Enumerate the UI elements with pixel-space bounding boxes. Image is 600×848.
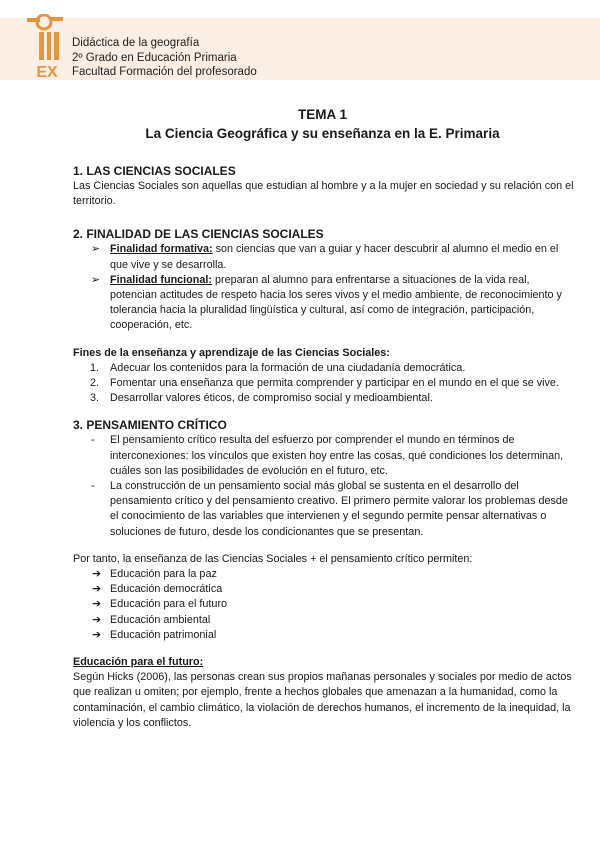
svg-text:EX: EX [36, 64, 58, 81]
header-course: Didáctica de la geografía [72, 37, 200, 49]
document-body [73, 164, 578, 731]
purpose-text: preparan al alumno para enfrentarse a situaciones de la vida real, potencian actitudes de respeto hacia los seres vivos y el medio ambiente, de reconocimiento y tolerancia hacia la pluralidad lingüística y cultural, así como de integración, participación, cooperación, etc. [110, 273, 562, 332]
arrow-right-icon: ➔ [92, 598, 102, 611]
goals-heading: Fines de la enseñanza y aprendizaje de las Ciencias Sociales: [73, 346, 390, 359]
list-item [73, 391, 578, 406]
list-item [73, 567, 578, 582]
future-education-heading: Educación para el futuro: [73, 656, 204, 669]
header-faculty: Facultad Formación del profesorado [72, 66, 257, 78]
topic-number: TEMA 1 [297, 107, 347, 122]
list-text: La construcción de un pensamiento social más global se sustenta en el desarrollo del pensamiento crítico y del pensamiento creativo. El primero permite valorar los problemas desde el conocimiento de las variables que intervienen y el segundo permite pensar alternativas o soluciones de futuro, desde los condicionantes que se presentan. [110, 480, 568, 538]
section-2-heading: 2. FINALIDAD DE LAS CIENCIAS SOCIALES [73, 227, 324, 242]
dash-bullet: - [91, 480, 95, 493]
purpose-term: Finalidad funcional: [110, 273, 212, 286]
section-3-heading: 3. PENSAMIENTO CRÍTICO [73, 418, 227, 433]
university-logo [27, 14, 67, 82]
header-degree: 2º Grado en Educación Primaria [72, 51, 237, 64]
list-text: Educación ambiental [110, 613, 211, 626]
purpose-term: Finalidad formativa: [110, 243, 213, 256]
list-text: Fomentar una enseñanza que permita comprender y participar en el mundo en el que se vive. [110, 377, 559, 390]
purpose-list [73, 242, 578, 333]
title-block [0, 107, 600, 141]
arrow-bullet-icon: ➢ [91, 243, 101, 256]
education-list [73, 567, 578, 643]
goals-list [73, 361, 578, 407]
list-text: Educación patrimonial [110, 628, 217, 641]
section-1-text: Las Ciencias Sociales son aquellas que estudian al hombre y a la mujer en sociedad y su relación con el territorio. [73, 180, 574, 208]
list-text: Desarrollar valores éticos, de compromiso social y medioambiental. [110, 392, 433, 405]
arrow-right-icon: ➔ [92, 583, 102, 596]
list-item [73, 376, 578, 391]
list-item [73, 433, 578, 479]
education-intro: Por tanto, la enseñanza de las Ciencias Sociales + el pensamiento crítico permiten: [73, 552, 473, 565]
topic-title: La Ciencia Geográfica y su enseñanza en la E. Primaria [145, 126, 500, 141]
purpose-text: son ciencias que van a guiar y hacer descubrir al alumno el medio en el que vive y se desarrolla. [110, 243, 559, 271]
arrow-bullet-icon: ➢ [91, 273, 101, 286]
list-text: Educación para el futuro [110, 598, 228, 611]
list-number: 3. [90, 392, 100, 405]
list-item [73, 597, 578, 612]
list-text: Educación democrática [110, 583, 223, 596]
list-item [73, 479, 578, 540]
arrow-right-icon: ➔ [92, 613, 102, 626]
list-text: Adecuar los contenidos para la formación de una ciudadanía democrática. [110, 361, 466, 374]
critical-thinking-list [73, 433, 578, 539]
list-number: 2. [90, 377, 100, 390]
arrow-right-icon: ➔ [92, 628, 102, 641]
list-item [73, 273, 578, 334]
list-item [73, 361, 578, 376]
future-education-text: Según Hicks (2006), las personas crean sus propios mañanas personales y sociales por medio de actos que realizan u omiten; por ejemplo, frente a hechos globales que amenazan a la humanidad, como la contaminación, el cambio climático, la violación de derechos humanos, el incremento de la inequidad, la violencia y los conflictos. [73, 671, 572, 729]
list-item [73, 242, 578, 272]
list-text: El pensamiento crítico resulta del esfuerzo por comprender el mundo en términos de interconexiones: los vínculos que existen hoy entre las cosas, qué condiciones los determinan, cuáles son las posibilidades de evolución en el futuro, etc. [110, 434, 564, 477]
list-text: Educación para la paz [110, 568, 217, 581]
section-1-heading: 1. LAS CIENCIAS SOCIALES [73, 164, 236, 178]
list-item [73, 582, 578, 597]
arrow-right-icon: ➔ [92, 568, 102, 581]
dash-bullet: - [91, 434, 95, 447]
list-item [73, 613, 578, 628]
list-item [73, 628, 578, 643]
header-text [72, 36, 257, 80]
list-number: 1. [90, 361, 100, 374]
